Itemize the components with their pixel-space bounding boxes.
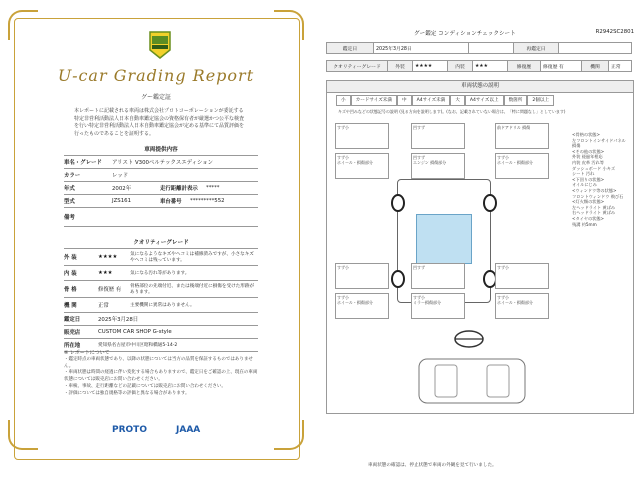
frame-corner (8, 420, 38, 450)
legend-key: 数箇所 (504, 95, 528, 106)
list-item: <ウィンドウ等の状態> (572, 187, 617, 193)
table-row (64, 249, 258, 266)
frame-corner (274, 420, 304, 450)
list-item: ダッシュボード 小キズ (572, 165, 616, 171)
cell: クオリティーグレード (327, 61, 388, 72)
table-row (64, 326, 258, 339)
damage-box: 凹すず (411, 263, 465, 289)
damage-box: すず小 ホイール・損傷部分 (495, 293, 549, 319)
tire-icon (391, 194, 405, 212)
tire-icon (483, 194, 497, 212)
frame-corner (274, 10, 304, 40)
damage-box: 凹すず エンジン 損傷部分 (411, 153, 465, 179)
row-label: 走行距離計表示 (160, 186, 198, 192)
report-title: U-car Grading Report (57, 66, 255, 85)
legend-value: A4サイズ以上 (465, 95, 504, 106)
appraisal-date-table (326, 42, 632, 54)
certificate-label: グー鑑定証 (140, 94, 171, 101)
table-row (327, 43, 632, 54)
cell: 再鑑定日 (514, 43, 559, 54)
quality-grade-summary (326, 60, 632, 72)
section-title: 車両状態の説明 (327, 81, 633, 93)
row-label: 所在地 (64, 343, 81, 349)
vehicle-glass (416, 214, 472, 264)
shop-address: 愛知県名古屋市中川区昭和橋通5-14-2 (98, 343, 178, 348)
list-item: <タイヤの状態> (572, 215, 605, 221)
cell: 機関 (582, 61, 609, 72)
proto-logo: PROTO (112, 425, 147, 435)
table-row (64, 266, 258, 281)
intro-text: 本レポートに記載される車両は株式会社プロトコーポレーションが委託する特定非営利活動法人日本自動車鑑定協会の資格保有者が厳選かつ公平な検査を行い特定非営利活動法人日本自動車鑑定協会が定める基準にて品質評価を行ったものであることを証明する。 (74, 108, 245, 137)
frame-corner (8, 10, 38, 40)
table-row (64, 169, 258, 182)
jaaa-logo: JAAA (176, 425, 201, 435)
table-row (64, 156, 258, 169)
quality-grade-table (64, 238, 258, 313)
grading-certificate (0, 0, 312, 480)
damage-box: すず小 ミラー損傷部分 (411, 293, 465, 319)
damage-box: すず小 ホイール・損傷部分 (335, 293, 389, 319)
cell: 外装 (388, 61, 413, 72)
rating-value: 修復歴 有 (98, 287, 122, 293)
list-item: <下回りの状態> (572, 176, 605, 182)
row-label: 外 装 (64, 255, 77, 261)
quality-grade-header: クオリティーグレード (64, 238, 258, 249)
row-label: 備考 (64, 215, 75, 221)
interior-diagram (413, 355, 531, 407)
legend-value: A4サイズ未満 (412, 95, 451, 106)
row-note: 主要機関に異常はありません。 (130, 303, 195, 308)
row-label: 販売店 (64, 330, 81, 336)
damage-box: すず小 (335, 263, 389, 289)
legend-note: キズや凹みなどの状態記号の説明 (見る方向を説明します)。(なお、記載されていない場合は、「特に問題なし」としています) (338, 109, 566, 114)
note-item: ・評価については独自規格等の評価と異なる場合があります。 (64, 390, 190, 396)
legend-value: 2個以上 (527, 95, 554, 106)
row-note: 骨格部位の先端付近、または後端付近に損傷を受けた形跡があります。 (130, 284, 255, 295)
condition-check-sheet (318, 0, 640, 480)
list-item: <骨格の状態> (572, 132, 600, 137)
damage-box: すず小 ホイール・損傷部分 (495, 153, 549, 179)
vehicle-condition-section (326, 80, 634, 414)
legend-key: 中 (397, 95, 412, 106)
vehicle-table-header: 車両提供内容 (64, 145, 258, 156)
row-label: 鑑定日 (64, 317, 81, 323)
row-label: 車台番号 (160, 199, 182, 205)
cell: 内装 (448, 61, 473, 72)
row-value: 2002年 (112, 186, 132, 192)
rating-value: 正常 (98, 303, 109, 309)
shop-name: CUSTOM CAR SHOP G-style (98, 329, 172, 335)
cell (469, 43, 514, 54)
report-notes (64, 350, 258, 398)
note-item: ・鑑定時点の車両状態であり、以降の状態については当方の品質を保証するものではありません。 (64, 356, 253, 369)
table-row (64, 182, 258, 195)
legend-value: カードサイズ未満 (351, 95, 397, 106)
row-label: 車名・グレード (64, 160, 102, 166)
list-item: シート 汚れ (572, 171, 595, 177)
damage-box: 凹すず (411, 123, 465, 149)
row-value: アリスト V300ベルテックスエディション (112, 160, 214, 166)
row-value: レッド (112, 173, 129, 179)
note-item: ・車両状態は時間の経過に伴い変化する場合もありますので、鑑定日をご確認の上、現在の車両状態については販売店にお問い合わせください。 (64, 370, 258, 383)
row-label: 機 関 (64, 303, 77, 309)
list-item: 残溝 約5mm (572, 221, 597, 227)
damage-box: すず小 (335, 123, 389, 149)
bottom-note: 車両状態の確認は、停止状態で車両の外観を見て行いました。 (368, 463, 497, 468)
table-row (64, 298, 258, 313)
list-item: <その他の状態> (572, 148, 605, 154)
notes-heading: ※ レポートについて (64, 350, 110, 356)
condition-list (572, 132, 630, 227)
table-row (327, 61, 632, 72)
sheet-title: グー鑑定 コンディションチェックシート (414, 31, 516, 37)
cell: 修復歴 有 (541, 61, 582, 72)
cell: 修復歴 (508, 61, 541, 72)
sheet-code: R2942SC2801 (595, 29, 634, 35)
tire-icon (391, 270, 405, 288)
damage-size-legend (336, 95, 632, 106)
list-item: 内装 皮革 汚れ等 (572, 159, 604, 165)
goo-appraisal-logo-icon (148, 30, 172, 60)
list-item: 右ヘッドライト 黄ばみ (572, 210, 616, 216)
legend-key: 大 (450, 95, 465, 106)
list-item: <灯火類の状態> (572, 199, 605, 205)
cell: ★★★ (473, 61, 508, 72)
row-label: カラー (64, 173, 81, 179)
damage-box: 前ドアドリル 損傷 (495, 123, 549, 149)
row-label: 骨 格 (64, 287, 77, 293)
cell: 鑑定日 (327, 43, 374, 54)
row-value: ***** (206, 185, 220, 191)
list-item: 外装 経過年相応 (572, 154, 603, 160)
row-value: JZS161 (112, 198, 131, 204)
damage-box: すず小 (495, 263, 549, 289)
rating-stars: ★★★ (98, 270, 113, 276)
shop-info (64, 313, 258, 352)
table-row (64, 313, 258, 326)
cell: 正常 (609, 61, 632, 72)
steering-wheel-icon (453, 329, 485, 349)
table-row (64, 281, 258, 298)
list-item: 左ヘッドライト 黄ばみ (572, 204, 616, 210)
row-value: *********552 (190, 198, 225, 204)
list-item: オイルにじみ (572, 182, 597, 188)
legend-key: 小 (336, 95, 351, 106)
table-row (64, 195, 258, 208)
table-row (64, 208, 258, 227)
list-item: 左フロントインサイドパネル 損傷 (572, 137, 626, 149)
list-item: フロントウィンドウ 飛び石 (572, 193, 624, 199)
rating-stars: ★★★★ (98, 254, 118, 260)
row-label: 年式 (64, 186, 75, 192)
row-note: 気になる汚れ等があります。 (130, 271, 190, 276)
cell: ★★★★ (413, 61, 448, 72)
cell: 2025年3月28日 (374, 43, 469, 54)
row-label: 内 装 (64, 271, 77, 277)
vehicle-table (64, 145, 258, 227)
row-note: 気になるようなキズやヘコミは補修済みですが、小さなキズやヘコミは残っています。 (130, 252, 254, 263)
note-item: ・車検、事故、走行距離などの記載については販売店にお問い合わせください。 (64, 383, 226, 389)
row-label: 型式 (64, 199, 75, 205)
damage-box: すず小 ホイール・損傷部分 (335, 153, 389, 179)
cell (559, 43, 632, 54)
appraisal-date: 2025年3月28日 (98, 317, 139, 323)
